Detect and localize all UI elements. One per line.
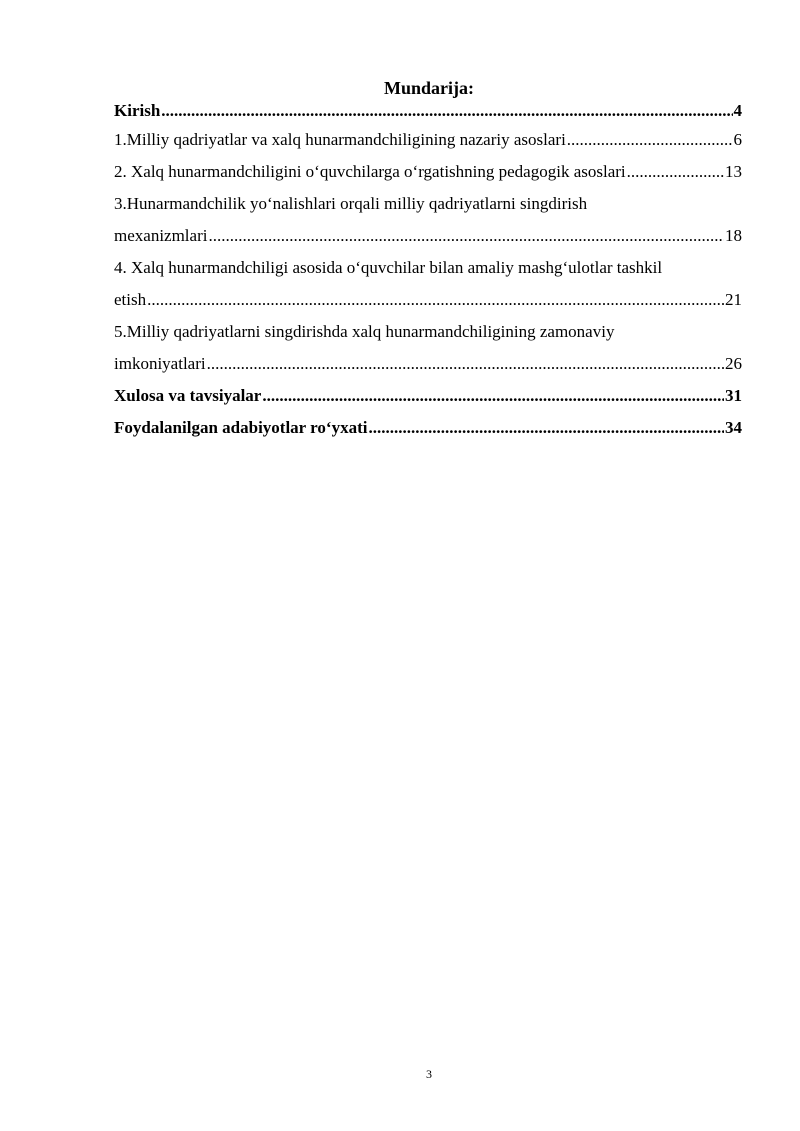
toc-leader-dots	[208, 220, 724, 252]
toc-leader-dots	[262, 380, 724, 412]
toc-entry-page: 6	[733, 130, 742, 149]
toc-entry-page: 26	[725, 354, 742, 373]
toc-entry-5[interactable]	[114, 316, 742, 380]
toc-leader-dots	[147, 284, 724, 316]
toc-entry-adabiyotlar[interactable]	[114, 412, 742, 444]
toc-leader-dots	[207, 348, 724, 380]
toc-entry-label: mexanizmlari	[114, 226, 208, 245]
toc-entry-3[interactable]	[114, 188, 742, 252]
toc-leader-dots	[368, 412, 724, 444]
page-title: Mundarija:	[384, 78, 474, 98]
toc-entry-label: Foydalanilgan adabiyotlar ro‘yxati	[114, 418, 368, 437]
toc-entry-2[interactable]	[114, 156, 742, 188]
toc-entry-label: 1.Milliy qadriyatlar va xalq hunarmandchiligining nazariy asoslari	[114, 130, 566, 149]
toc-entry-1[interactable]	[114, 124, 742, 156]
toc-entry-label: 2. Xalq hunarmandchiligini o‘quvchilarga o‘rgatishning pedagogik asoslari	[114, 162, 626, 181]
toc-entry-label: etish	[114, 290, 147, 309]
toc-leader-dots	[627, 156, 724, 188]
toc-entry-page: 4	[733, 101, 742, 120]
toc-entry-label-line1: 3.Hunarmandchilik yo‘nalishlari orqali milliy qadriyatlarni singdirish	[114, 194, 588, 213]
toc-entry-page: 34	[725, 418, 742, 437]
toc-entry-page: 21	[725, 290, 742, 309]
toc-entry-xulosa[interactable]	[114, 380, 742, 412]
toc-entry-page: 18	[725, 226, 742, 245]
toc-leader-dots	[161, 98, 732, 124]
toc-entry-4[interactable]	[114, 252, 742, 316]
toc-leader-dots	[567, 124, 733, 156]
page-number: 3	[426, 1067, 432, 1081]
toc-entry-label-line1: 4. Xalq hunarmandchiligi asosida o‘quvchilar bilan amaliy mashg‘ulotlar tashkil	[114, 258, 663, 277]
toc-entry-label-line1: 5.Milliy qadriyatlarni singdirishda xalq hunarmandchiligining zamonaviy	[114, 322, 615, 341]
toc-entry-label: Xulosa va tavsiyalar	[114, 386, 262, 405]
toc-entry-label: imkoniyatlari	[114, 354, 206, 373]
toc-entry-page: 13	[725, 162, 742, 181]
toc-entry-label: Kirish	[114, 101, 161, 120]
table-of-contents	[114, 98, 742, 444]
toc-entry-page: 31	[725, 386, 742, 405]
toc-entry-kirish[interactable]	[114, 98, 742, 124]
